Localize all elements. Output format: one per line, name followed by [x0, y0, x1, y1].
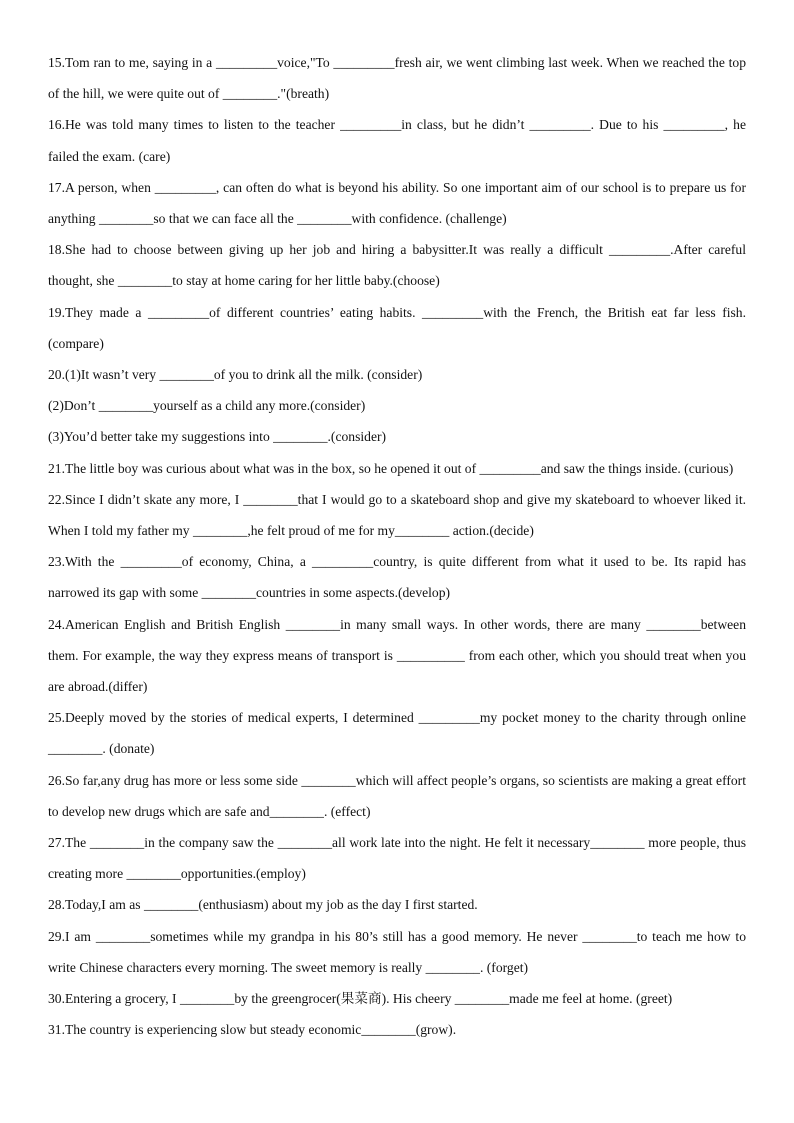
- worksheet-page: [48, 47, 746, 1046]
- question-21: 21.The little boy was curious about what was in the box, so he opened it out of _________and saw the things inside. (curious): [48, 460, 734, 476]
- question-19: 19.They made a _________of different countries’ eating habits. _________with the French, the British eat far less fish. (compare): [48, 304, 746, 351]
- question-15: 15.Tom ran to me, saying in a _________voice,"To _________fresh air, we went climbing last week. When we reached the top of the hill, we were quite out of ________."(breath): [48, 55, 746, 102]
- question-17: 17.A person, when _________, can often do what is beyond his ability. So one important aim of our school is to prepare us for anything ________so that we can face all the ________with confidence. (challenge): [48, 179, 746, 227]
- question-29: 29.I am ________sometimes while my grandpa in his 80’s still has a good memory. He never ________to teach me how to write Chinese characters every morning. The sweet memory is really ________. (forget): [48, 928, 746, 975]
- question-25: 25.Deeply moved by the stories of medical experts, I determined _________my pocket money to the charity through online ________. (donate): [48, 710, 746, 757]
- question-24: 24.American English and British English ________in many small ways. In other words, there are many ________between them. For example, the way they express means of transport is __________ from each other, which you should treat when you are abroad.(differ): [48, 616, 746, 695]
- question-20-part-3: (3)You’d better take my suggestions into ________.(consider): [48, 429, 387, 445]
- question-30: 30.Entering a grocery, I ________by the greengrocer(果菜商). His cheery ________made me feel at home. (greet): [48, 991, 673, 1007]
- question-31: 31.The country is experiencing slow but steady economic________(grow).: [48, 1022, 457, 1038]
- question-28: 28.Today,I am as ________(enthusiasm) about my job as the day I first started.: [48, 897, 478, 913]
- question-23: 23.With the _________of economy, China, a _________country, is quite different from what it used to be. Its rapid has narrowed its gap with some ________countries in some aspects.(develop): [48, 554, 746, 601]
- question-27: 27.The ________in the company saw the ________all work late into the night. He felt it necessary________ more people, thus creating more ________opportunities.(employ): [48, 835, 746, 882]
- question-16: 16.He was told many times to listen to the teacher _________in class, but he didn’t _________. Due to his _________, he failed the exam. (care): [48, 117, 746, 164]
- question-20-part-1: 20.(1)It wasn’t very ________of you to drink all the milk. (consider): [48, 367, 423, 383]
- question-20-part-2: (2)Don’t ________yourself as a child any more.(consider): [48, 398, 366, 414]
- question-22: 22.Since I didn’t skate any more, I ________that I would go to a skateboard shop and give my skateboard to whoever liked it. When I told my father my ________,he felt proud of me for my________ action.(decide): [48, 491, 746, 539]
- question-26: 26.So far,any drug has more or less some side ________which will affect people’s organs, so scientists are making a great effort to develop new drugs which are safe and________. (effect): [48, 772, 746, 819]
- question-18: 18.She had to choose between giving up her job and hiring a babysitter.It was really a difficult _________.After careful thought, she ________to stay at home caring for her little baby.(choose): [48, 242, 746, 289]
